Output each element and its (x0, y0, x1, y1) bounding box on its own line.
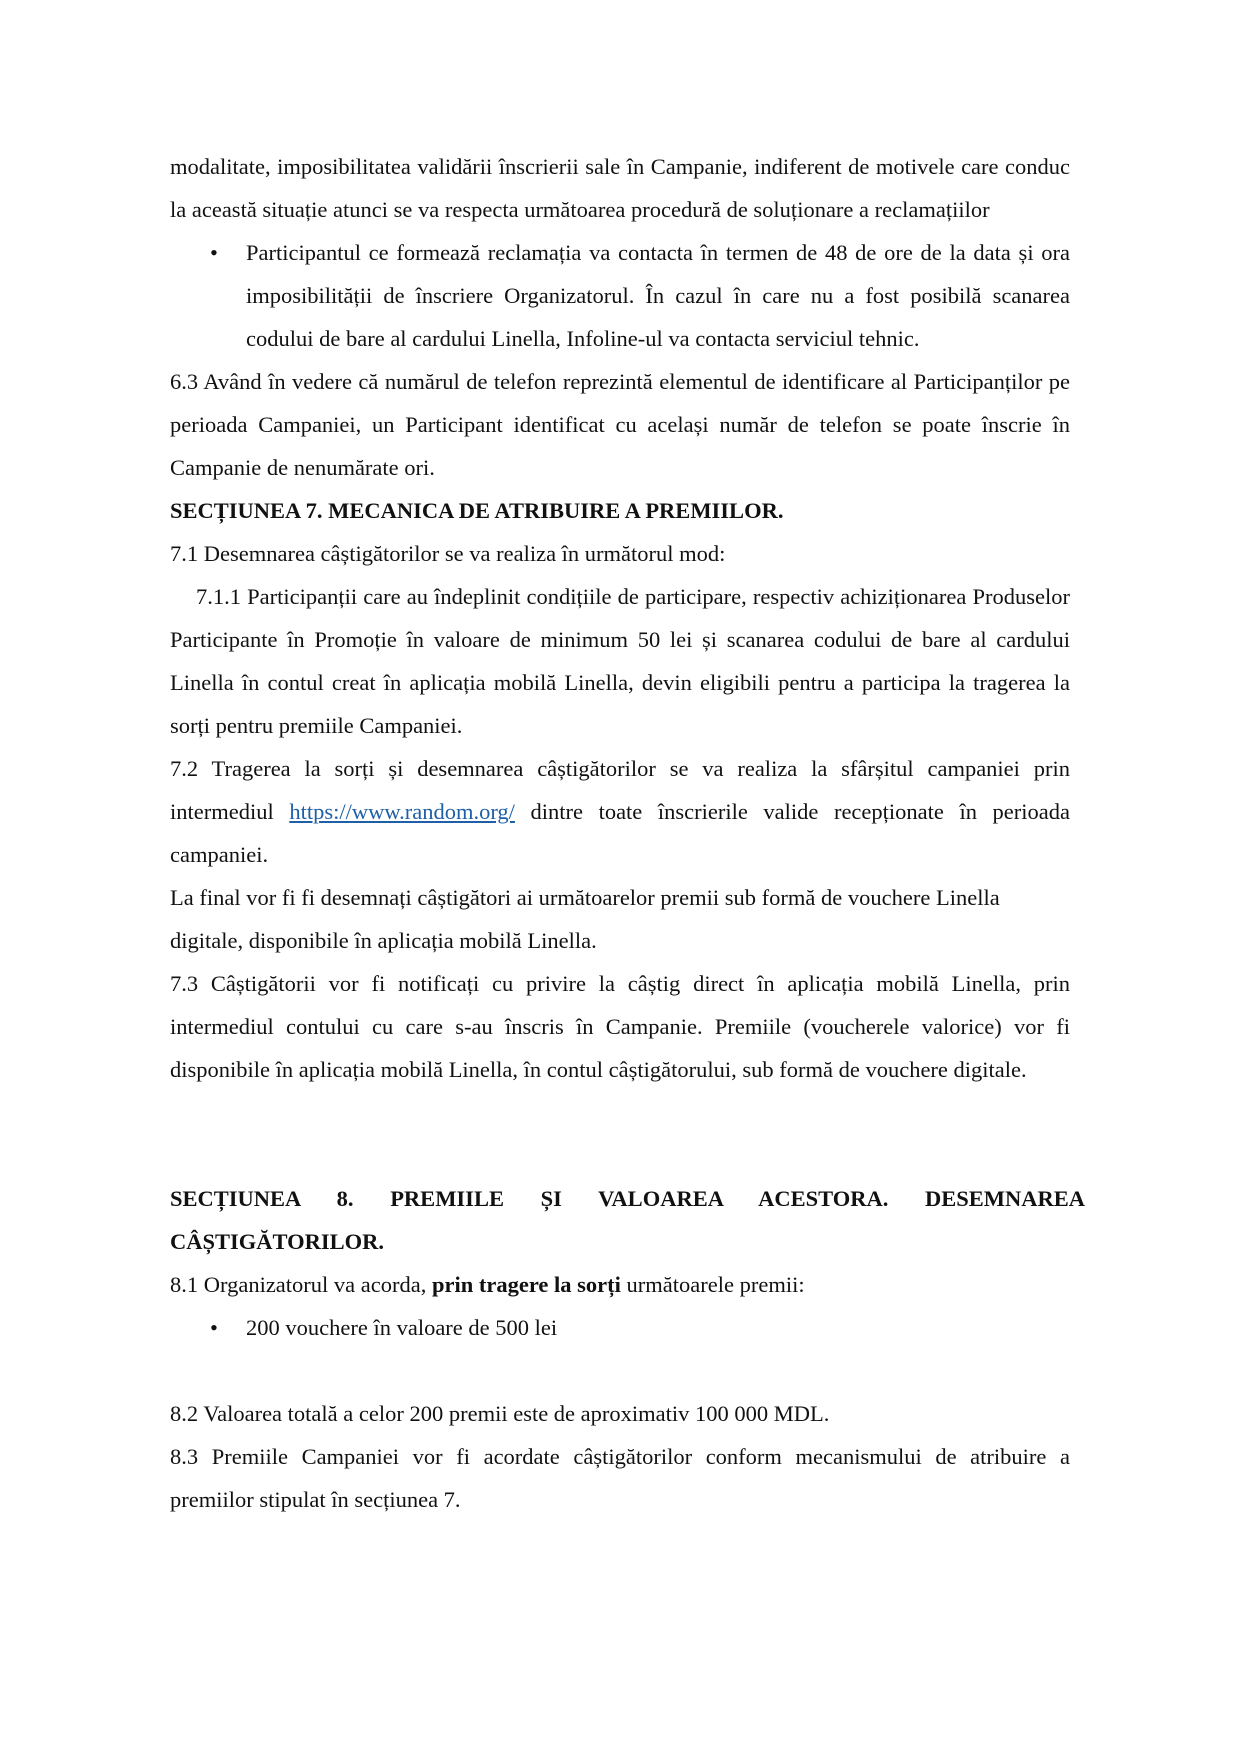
text-7-2-start: 7.2 Tragerea la sorți și desemnarea câștigătorilor se va realiza la sfârșitul campaniei prin intermediul (170, 756, 1070, 824)
document-page (170, 145, 1085, 1521)
paragraph-8-3: 8.3 Premiile Campaniei vor fi acordate câștigătorilor conform mecanismului de atribuire a premiilor stipulat în secțiunea 7. (170, 1444, 1070, 1512)
paragraph-complaint-intro: modalitate, imposibilitatea validării înscrierii sale în Campanie, indiferent de motivele care conduc la această situație atunci se va respecta următoarea procedură de soluționare a reclamațiilor (170, 154, 1070, 222)
paragraph-7-1: 7.1 Desemnarea câștigătorilor se va realiza în următorul mod: (170, 541, 726, 566)
paragraph-8-2: 8.2 Valoarea totală a celor 200 premii este de aproximativ 100 000 MDL. (170, 1401, 830, 1426)
paragraph-7-3: 7.3 Câștigătorii vor fi notificați cu privire la câștig direct în aplicația mobilă Linella, prin intermediul contului cu care s-au înscris în Campanie. Premiile (voucherele valorice) vor fi disponibile în aplicația mobilă Linella, în contul câștigătorului, sub formă de vouchere digitale. (170, 971, 1070, 1082)
section-8-heading: SECȚIUNEA 8. PREMIILE ȘI VALOAREA ACESTORA. DESEMNAREA CÂȘTIGĂTORILOR. (170, 1186, 1085, 1254)
paragraph-6-3: 6.3 Având în vedere că numărul de telefon reprezintă elementul de identificare al Participanților pe perioada Campaniei, un Participant identificat cu același număr de telefon se poate înscrie în Campanie de nenumărate ori. (170, 369, 1070, 480)
bullet-icon: • (210, 1315, 218, 1340)
paragraph-8-1 (170, 1263, 1070, 1306)
text-7-2-end: dintre toate înscrierile valide recepționate în perioada campaniei. (170, 799, 1070, 867)
bullet-complaint-procedure (170, 231, 1070, 360)
section-7-heading: SECȚIUNEA 7. MECANICA DE ATRIBUIRE A PREMIILOR. (170, 498, 784, 523)
paragraph-7-1-1: 7.1.1 Participanții care au îndeplinit condițiile de participare, respectiv achiziționarea Produselor Participante în Promoție în valoare de minimum 50 lei și scanarea codului de bare al cardului Linella în contul creat în aplicația mobilă Linella, devin eligibili pentru a participa la tragerea la sorți pentru premiile Campaniei. (170, 584, 1070, 738)
paragraph-final-winners: La final vor fi fi desemnați câștigători ai următoarelor premii sub formă de vouchere Linella digitale, disponibile în aplicația mobilă Linella. (170, 885, 1000, 953)
bullet-prize (170, 1306, 1070, 1349)
text-8-1-start: 8.1 Organizatorul va acorda, (170, 1272, 432, 1297)
bullet-text: 200 vouchere în valoare de 500 lei (246, 1315, 558, 1340)
random-org-link[interactable]: https://www.random.org/ (289, 799, 515, 824)
paragraph-7-2 (170, 747, 1070, 876)
bullet-icon: • (210, 240, 218, 265)
spacer (170, 1091, 1070, 1177)
spacer (170, 1349, 1070, 1392)
bullet-text: Participantul ce formează reclamația va contacta în termen de 48 de ore de la data și ora imposibilității de înscriere Organizatorul. În cazul în care nu a fost posibilă scanarea codului de bare al cardului Linella, Infoline-ul va contacta serviciul tehnic. (246, 240, 1070, 351)
text-8-1-end: următoarele premii: (620, 1272, 805, 1297)
text-8-1-bold: prin tragere la sorți (431, 1272, 621, 1297)
